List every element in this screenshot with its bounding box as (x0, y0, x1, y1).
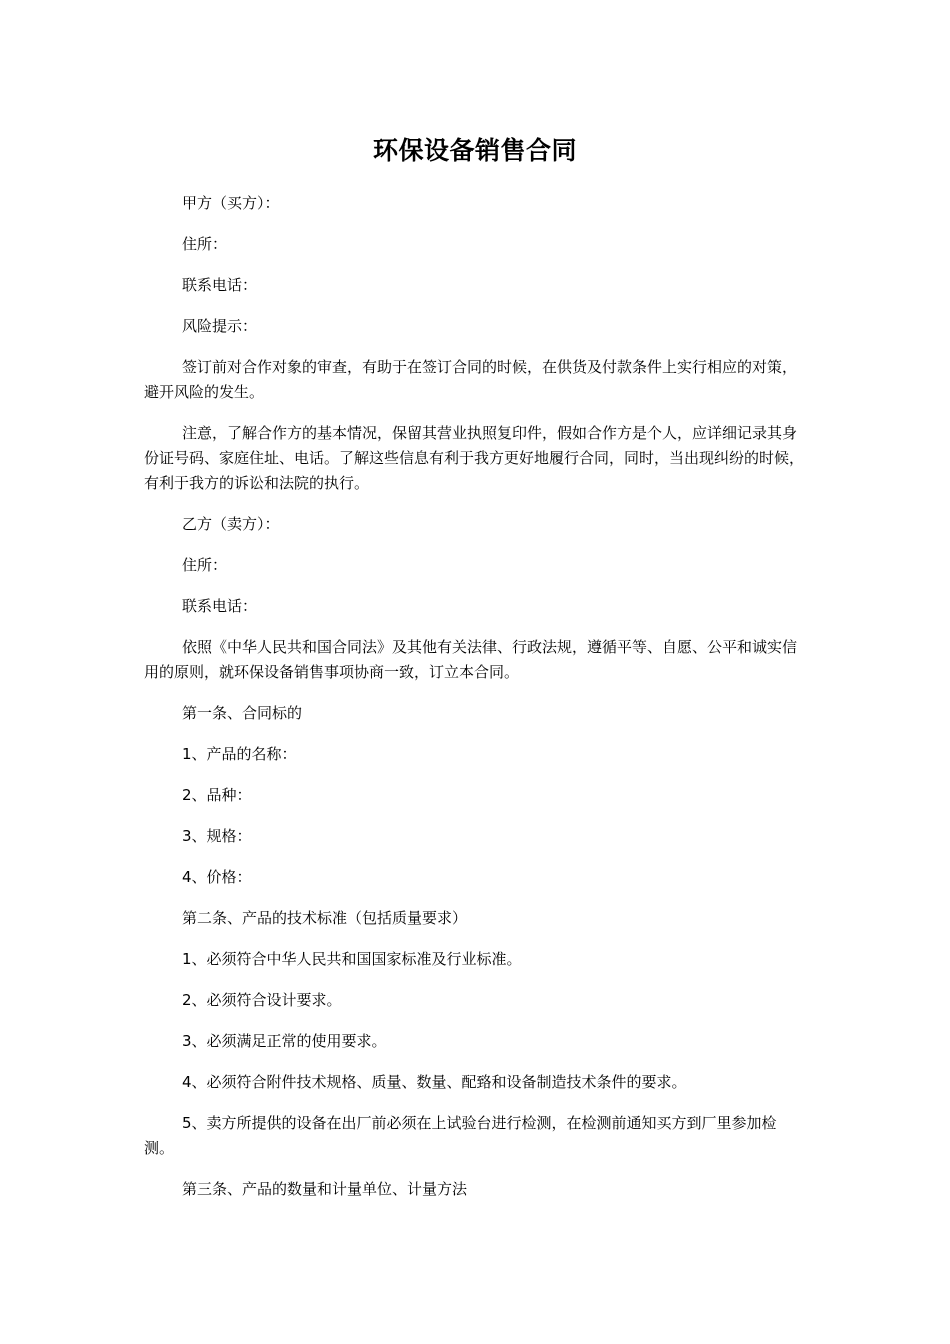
paragraph-risk-notice-2: 注意，了解合作方的基本情况，保留其营业执照复印件，假如合作方是个人，应详细记录其身份证号码、家庭住址、电话。了解这些信息有利于我方更好地履行合同，同时，当出现纠纷的时候，有利于我方的诉讼和法院的执行。 (144, 424, 805, 492)
paragraph-article-1-item-1: 1、产品的名称： (182, 745, 297, 763)
paragraph-party-a-address: 住所： (182, 235, 228, 253)
paragraph-party-b-address: 住所： (182, 556, 228, 574)
paragraph-article-2-item-4: 4、必须符合附件技术规格、质量、数量、配臵和设备制造技术条件的要求。 (182, 1073, 687, 1091)
paragraph-article-3-heading: 第三条、产品的数量和计量单位、计量方法 (182, 1180, 468, 1198)
document-title: 环保设备销售合同 (372, 136, 577, 165)
paragraph-risk-notice-1: 签订前对合作对象的审查，有助于在签订合同的时候，在供货及付款条件上实行相应的对策，避开风险的发生。 (144, 358, 798, 401)
paragraph-party-a-phone: 联系电话： (182, 276, 258, 294)
paragraph-article-2-item-1: 1、必须符合中华人民共和国国家标准及行业标准。 (182, 950, 522, 968)
paragraph-article-2-item-2: 2、必须符合设计要求。 (182, 991, 342, 1009)
paragraph-article-2-item-5: 5、卖方所提供的设备在出厂前必须在上试验台进行检测，在检测前通知买方到厂里参加检测。 (144, 1114, 777, 1157)
paragraph-article-1-item-2: 2、品种： (182, 786, 252, 804)
paragraph-article-1-heading: 第一条、合同标的 (182, 704, 303, 722)
paragraph-party-b-phone: 联系电话： (182, 597, 258, 615)
paragraph-party-a: 甲方（买方）： (182, 194, 280, 212)
paragraph-article-2-heading: 第二条、产品的技术标准（包括质量要求） (182, 909, 468, 927)
paragraph-article-1-item-3: 3、规格： (182, 827, 252, 845)
document-body (144, 191, 806, 1218)
paragraph-risk-notice-heading: 风险提示： (182, 317, 258, 335)
paragraph-preamble: 依照《中华人民共和国合同法》及其他有关法律、行政法规，遵循平等、自愿、公平和诚实信用的原则，就环保设备销售事项协商一致，订立本合同。 (144, 638, 798, 681)
paragraph-article-1-item-4: 4、价格： (182, 868, 252, 886)
paragraph-article-2-item-3: 3、必须满足正常的使用要求。 (182, 1032, 387, 1050)
paragraph-party-b: 乙方（卖方）： (182, 515, 280, 533)
